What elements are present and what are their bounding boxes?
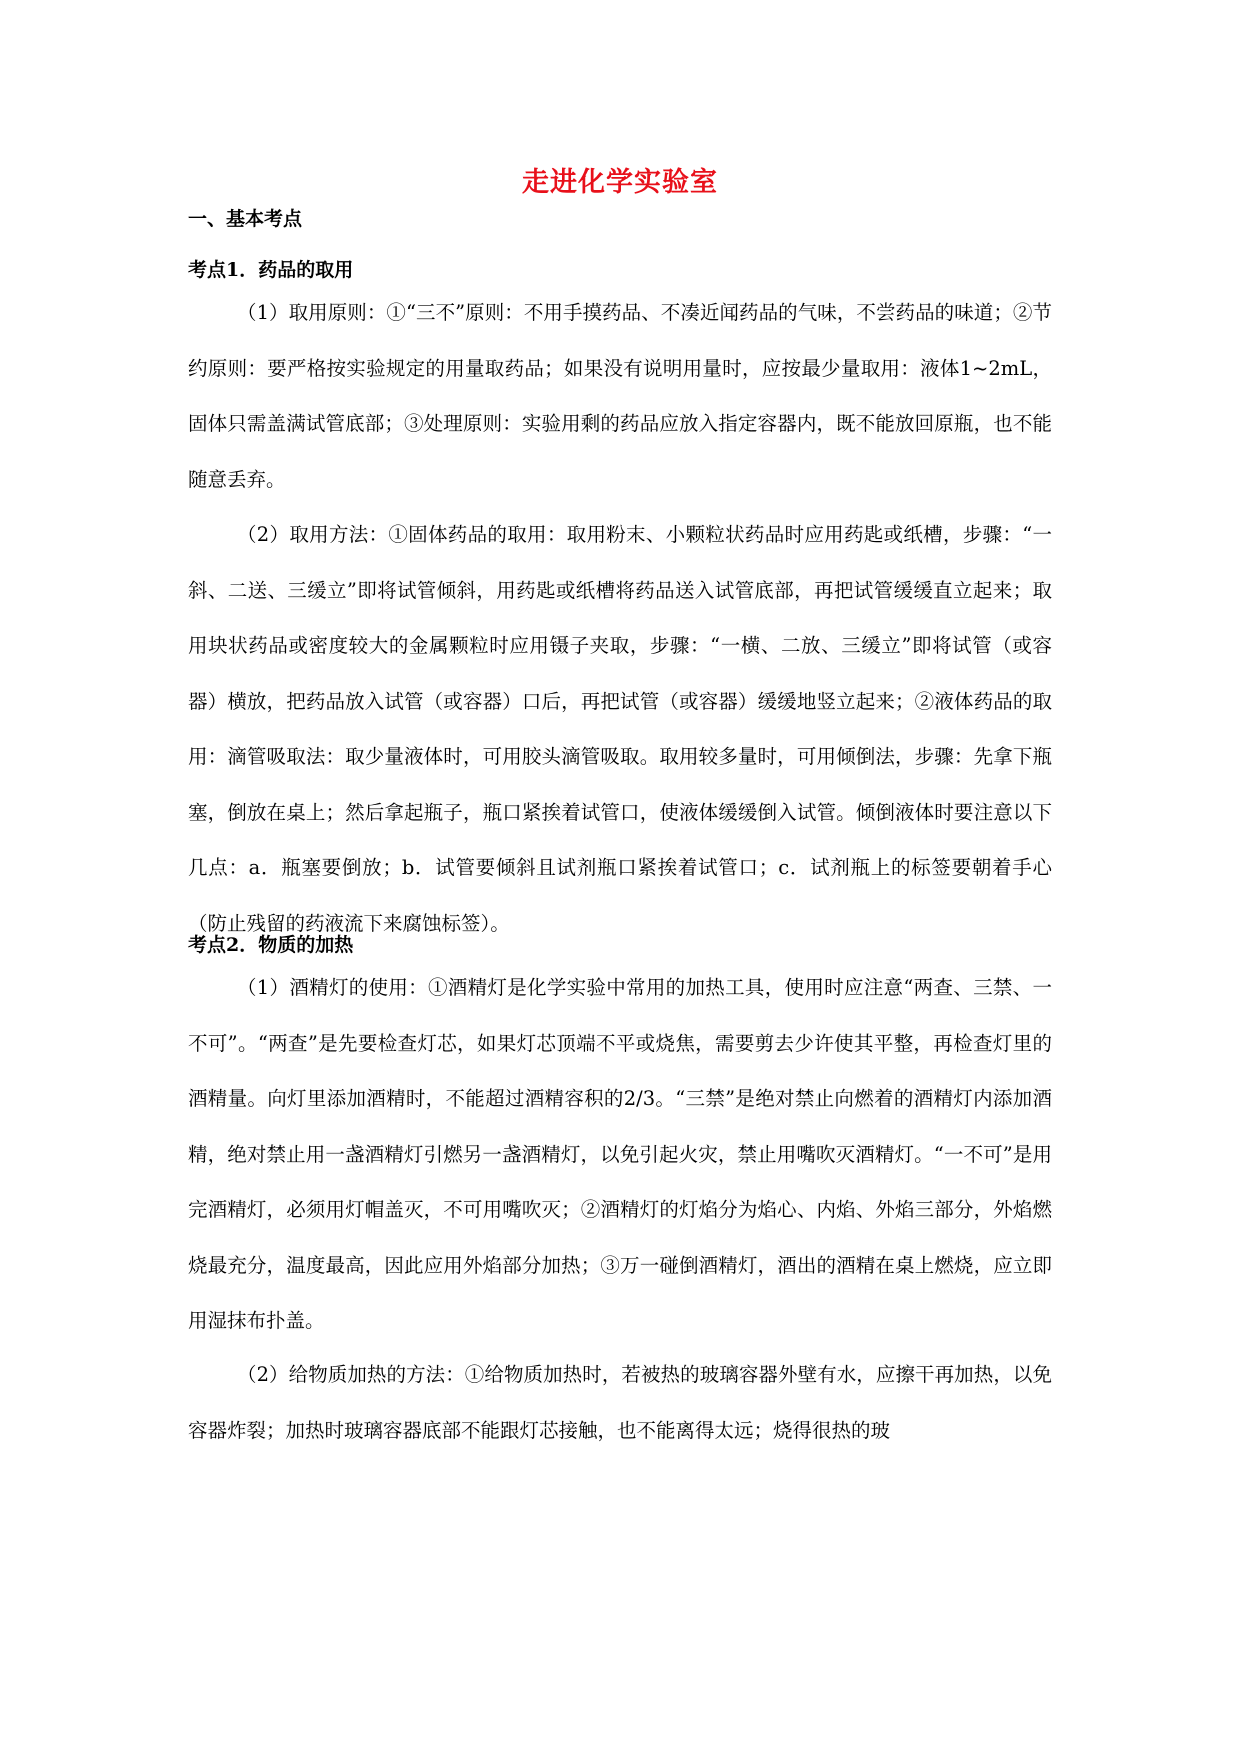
- document-title: 走进化学实验室: [522, 167, 718, 198]
- topic-2-paragraph-1: （1）酒精灯的使用：①酒精灯是化学实验中常用的加热工具，使用时应注意“两查、三禁、一不可”。“两查”是先要检查灯芯，如果灯芯顶端不平或烧焦，需要剪去少许使其平整，再检查灯里的酒精量。向灯里添加酒精时，不能超过酒精容积的2/3。“三禁”是绝对禁止向燃着的酒精灯内添加酒精，绝对禁止用一盏酒精灯引燃另一盏酒精灯，以免引起火灾，禁止用嘴吹灭酒精灯。“一不可”是用完酒精灯，必须用灯帽盖灭，不可用嘴吹灭；②酒精灯的灯焰分为焰心、内焰、外焰三部分，外焰燃烧最充分，温度最高，因此应用外焰部分加热；③万一碰倒酒精灯，酒出的酒精在桌上燃烧，应立即用湿抹布扑盖。: [188, 976, 1052, 1332]
- topic-1-heading: 考点1．药品的取用: [188, 259, 354, 281]
- topic-2-heading: 考点2．物质的加热: [188, 934, 354, 956]
- topic-1-paragraph-1: （1）取用原则：①“三不”原则：不用手摸药品、不凑近闻药品的气味，不尝药品的味道；②节约原则：要严格按实验规定的用量取药品；如果没有说明用量时，应按最少量取用：液体1~2mL，固体只需盖满试管底部；③处理原则：实验用剩的药品应放入指定容器内，既不能放回原瓶，也不能随意丢弃。: [188, 301, 1052, 491]
- topic-1-paragraph-2: （2）取用方法：①固体药品的取用：取用粉末、小颗粒状药品时应用药匙或纸槽，步骤：“一斜、二送、三缓立”即将试管倾斜，用药匙或纸槽将药品送入试管底部，再把试管缓缓直立起来；取用块状药品或密度较大的金属颗粒时应用镊子夹取，步骤：“一横、二放、三缓立”即将试管（或容器）横放，把药品放入试管（或容器）口后，再把试管（或容器）缓缓地竖立起来；②液体药品的取用：滴管吸取法：取少量液体时，可用胶头滴管吸取。取用较多量时，可用倾倒法，步骤：先拿下瓶塞，倒放在桌上；然后拿起瓶子，瓶口紧挨着试管口，使液体缓缓倒入试管。倾倒液体时要注意以下几点：a．瓶塞要倒放；b．试管要倾斜且试剂瓶口紧挨着试管口；c．试剂瓶上的标签要朝着手心（防止残留的药液流下来腐蚀标签）。: [188, 523, 1052, 935]
- document-page: [188, 0, 1052, 1754]
- section-heading: 一、基本考点: [188, 208, 303, 230]
- topic-2-paragraph-2: （2）给物质加热的方法：①给物质加热时，若被热的玻璃容器外壁有水，应擦干再加热，以免容器炸裂；加热时玻璃容器底部不能跟灯芯接触，也不能离得太远；烧得很热的玻: [188, 1363, 1052, 1442]
